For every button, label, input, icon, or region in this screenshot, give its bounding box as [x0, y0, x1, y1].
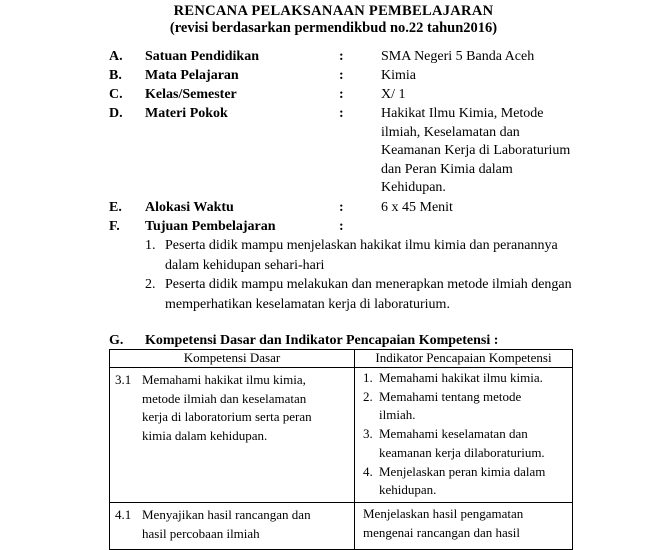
- identity-letter: F.: [109, 219, 120, 234]
- kd-text: [142, 371, 348, 446]
- indicator-line: kehidupan.: [379, 482, 437, 498]
- objective-line: Peserta didik mampu menjelaskan hakikat ilmu kimia dan peranannya: [165, 238, 558, 253]
- indicator-line: Menjelaskan peran kimia dalam: [379, 463, 546, 479]
- identity-value: [381, 199, 601, 218]
- objective-text: [165, 275, 595, 314]
- identity-label: Alokasi Waktu: [145, 200, 234, 215]
- indicator-line: Memahami tentang metode: [379, 388, 522, 404]
- identity-colon: :: [339, 219, 344, 234]
- identity-label: Materi Pokok: [145, 106, 228, 121]
- identity-label: Mata Pelajaran: [145, 68, 239, 83]
- identity-value-line: 6 x 45 Menit: [381, 200, 453, 215]
- identity-value-line: Kimia: [381, 68, 416, 83]
- identity-value-line: dan Peran Kimia dalam: [381, 161, 513, 177]
- indicator-number: 2.: [363, 388, 373, 404]
- kd-line: Memahami hakikat ilmu kimia,: [142, 372, 306, 387]
- objective-line: Peserta didik mampu melakukan dan menerapkan metode ilmiah dengan: [165, 277, 572, 292]
- indicator-cell: [355, 368, 573, 503]
- identity-colon: :: [339, 68, 344, 83]
- identity-value-line: Hakikat Ilmu Kimia, Metode: [381, 106, 544, 121]
- indicator-item: [363, 463, 568, 500]
- competency-table: [109, 349, 573, 550]
- page-subtitle: (revisi berdasarkan permendikbud no.22 tahun2016): [169, 20, 498, 36]
- table-header-kd: Kompetensi Dasar: [110, 350, 355, 368]
- page-title: RENCANA PELAKSANAAN PEMBELAJARAN: [173, 3, 494, 19]
- identity-value: [381, 67, 601, 86]
- identity-letter: E.: [109, 200, 122, 215]
- indicator-line: Memahami keselamatan dan: [379, 426, 528, 442]
- indicator-line: keamanan kerja dilaboraturium.: [379, 444, 545, 460]
- identity-value-line: SMA Negeri 5 Banda Aceh: [381, 49, 535, 64]
- kd-line: metode ilmiah dan keselamatan: [142, 390, 307, 406]
- identity-value-line: Keamanan Kerja di Laboraturium: [381, 143, 571, 159]
- section-g-letter: G.: [109, 333, 124, 348]
- identity-letter: B.: [109, 68, 122, 83]
- indicator-number: 3.: [363, 426, 373, 442]
- objective-text: [165, 236, 595, 275]
- objective-number: 2.: [145, 277, 156, 292]
- kd-text: [142, 506, 348, 543]
- identity-value: [381, 48, 601, 67]
- kd-cell: [110, 368, 355, 503]
- indicator-item: [363, 425, 568, 462]
- indicator-line: ilmiah.: [379, 407, 416, 423]
- indicator-number: 1.: [363, 370, 373, 385]
- identity-colon: :: [339, 106, 344, 121]
- indicator-line: Menjelaskan hasil pengamatan: [363, 505, 524, 521]
- kd-line: Menyajikan hasil rancangan dan: [142, 506, 311, 522]
- table-header-row: [110, 350, 573, 368]
- indicator-line: Memahami hakikat ilmu kimia.: [379, 370, 543, 385]
- identity-letter: C.: [109, 87, 123, 102]
- indicator-line: mengenai rancangan dan hasil: [363, 524, 521, 540]
- objective-line: dalam kehidupan sehari-hari: [165, 257, 325, 273]
- identity-label: Kelas/Semester: [145, 87, 237, 102]
- objective-line: memperhatikan keselamatan kerja di laboraturium.: [165, 296, 450, 312]
- identity-colon: :: [339, 200, 344, 215]
- objective-number: 1.: [145, 238, 156, 253]
- identity-value-line: X/ 1: [381, 87, 406, 102]
- identity-value-line: ilmiah, Keselamatan dan: [381, 124, 520, 140]
- identity-letter: A.: [109, 49, 123, 64]
- table-header-ipk: Indikator Pencapaian Kompetensi: [355, 350, 573, 368]
- identity-value: [381, 86, 601, 105]
- table-row: [110, 368, 573, 503]
- identity-colon: :: [339, 49, 344, 64]
- kd-line: hasil percobaan ilmiah: [142, 525, 260, 541]
- identity-letter: D.: [109, 106, 123, 121]
- kd-line: kerja di laboratorium serta peran: [142, 409, 312, 425]
- identity-value: [381, 105, 601, 198]
- indicator-number: 4.: [363, 463, 373, 479]
- table-row: [110, 502, 573, 549]
- identity-label: Satuan Pendidikan: [145, 49, 259, 64]
- kd-number: 3.1: [115, 372, 132, 387]
- indicator-cell: [355, 502, 573, 549]
- kd-cell: [110, 502, 355, 549]
- kd-number: 4.1: [115, 506, 132, 522]
- identity-value-line: Kehidupan.: [381, 180, 446, 196]
- indicator-item: [363, 369, 568, 388]
- kd-line: kimia dalam kehidupan.: [142, 428, 268, 444]
- identity-label: Tujuan Pembelajaran: [145, 219, 276, 234]
- indicator-item: [363, 388, 568, 425]
- section-g-title: Kompetensi Dasar dan Indikator Pencapaian Kompetensi :: [145, 333, 499, 348]
- identity-colon: :: [339, 87, 344, 102]
